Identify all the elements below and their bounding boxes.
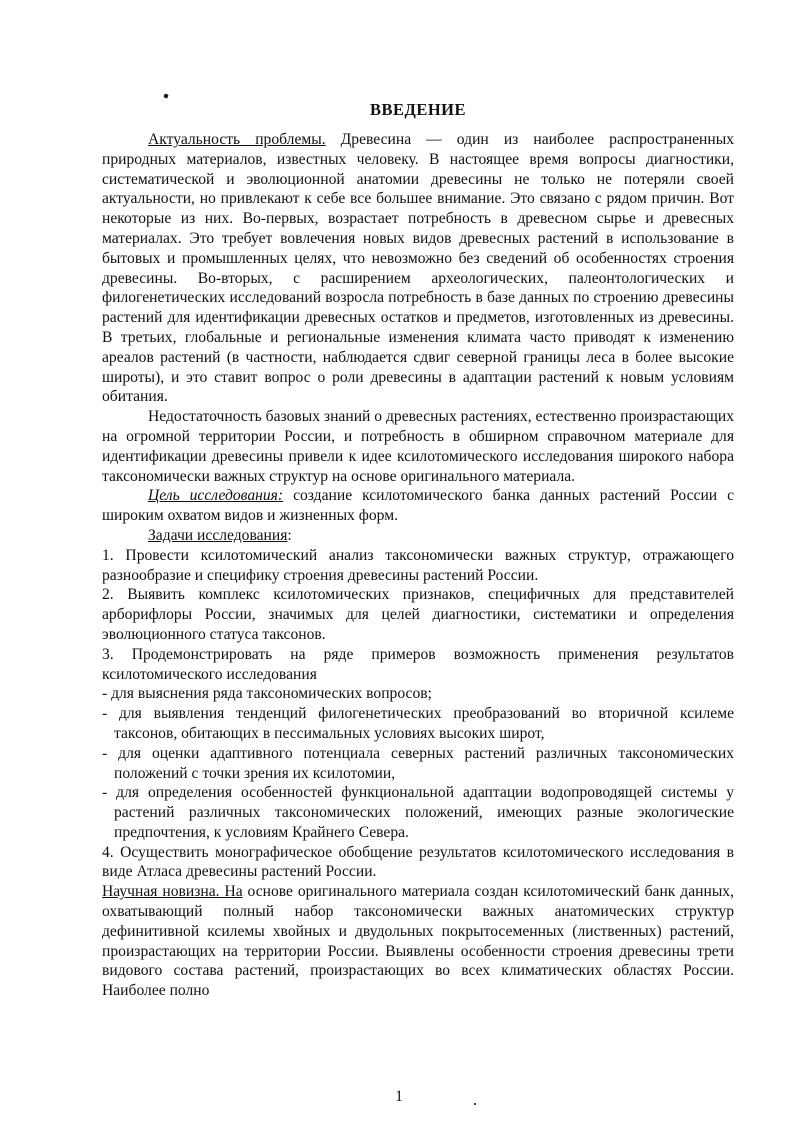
task-3-sub-1: - для выяснения ряда таксономических вопросов;: [102, 685, 432, 703]
tasks-heading-colon: :: [287, 526, 292, 544]
novelty-text: основе оригинального материала создан ксилотомический банк данных, охватывающий полный набор таксономически важных анатомических структур дефинитивной ксилемы хвойных и двудольных покрытосеменных (лиственных) растений, произрастающих на территории России. Выявлены особенности строения древесины трети видового состава растений, произрастающих во всех климатических областях России. Наиболее полно: [102, 883, 735, 1000]
tasks-heading: [102, 526, 734, 546]
relevance-text: Древесина — один из наиболее распространенных природных материалов, известных человеку. В настоящее время вопросы диагностики, систематической и эволюционной анатомии древесины не только не потеряли своей актуальности, но привлекают к себе все большее внимание. Это связано с рядом причин. Вот некоторые из них. Во-первых, возрастает потребность в древесном сырье и древесных материалах. Это требует вовлечения новых видов древесных растений в использование в бытовых и промышленных целях, что невозможно без сведений об особенностях строения древесины. Во-вторых, с расширением археологических, палеонтологических и филогенетических исследований возросла потребность в базе данных по строению древесины растений для идентификации древесных остатков и предметов, изготовленных из древесины. В третьих, глобальные и региональные изменения климата часто приводят к изменению ареалов растений (в частности, наблюдается сдвиг северной границы леса в более высокие широты), и это ставит вопрос о роли древесины в адаптации растений к новым условиям обитания.: [102, 131, 734, 406]
page-title: ВВЕДЕНИЕ: [369, 100, 467, 119]
goal-heading: Цель исследования:: [148, 487, 284, 505]
paragraph-insufficiency: Недостаточность базовых знаний о древесных растениях, естественно произрастающих на огромной территории России, и потребность в обширном справочном материале для идентификации древесины привели к идее ксилотомического исследования широкого набора таксономически важных структур на основе оригинального материала.: [102, 408, 734, 485]
novelty-heading: Научная новизна. На: [102, 883, 243, 901]
task-3: 3. Продемонстрировать на ряде примеров возможность применения результатов ксилотомического исследования: [102, 645, 734, 683]
task-3-sub-2: - для выявления тенденций филогенетических преобразований во вторичной ксилеме таксонов, обитающих в пессимальных условиях высоких широт,: [102, 705, 734, 742]
task-4: 4. Осуществить монографическое обобщение результатов ксилотомического исследования в виде Атласа древесины растений России.: [102, 843, 734, 881]
task-3-sub-4: - для определения особенностей функциональной адаптации водопроводящей системы у растений различных таксономических положений, имеющих разные экологические предпочтения, к условиям Крайнего Севера.: [102, 784, 734, 841]
task-3-sub-3: - для оценки адаптивного потенциала северных растений различных таксономических положений с точки зрения их ксилотомии,: [102, 744, 734, 782]
task-1: 1. Провести ксилотомический анализ таксономически важных структур, отражающего разнообразие и специфику строения древесины растений России.: [102, 546, 734, 584]
scan-speck: [474, 1103, 476, 1105]
paragraph-relevance: [102, 130, 734, 407]
goal-text: создание ксилотомического банка данных растений России с широким охватом видов и жизненных форм.: [102, 487, 734, 525]
document-page: [102, 100, 734, 1001]
stray-mark: [163, 93, 168, 98]
task-2: 2. Выявить комплекс ксилотомических признаков, специфичных для представителей арборифлоры России, значимых для целей диагностики, систематики и определения эволюционного статуса таксонов.: [102, 586, 734, 643]
paragraph-novelty: [102, 882, 734, 1001]
relevance-heading: Актуальность проблемы.: [148, 131, 326, 148]
tasks-heading-text: Задачи исследования: [148, 526, 288, 544]
page-number: 1: [395, 1088, 403, 1105]
paragraph-goal: [102, 486, 734, 526]
